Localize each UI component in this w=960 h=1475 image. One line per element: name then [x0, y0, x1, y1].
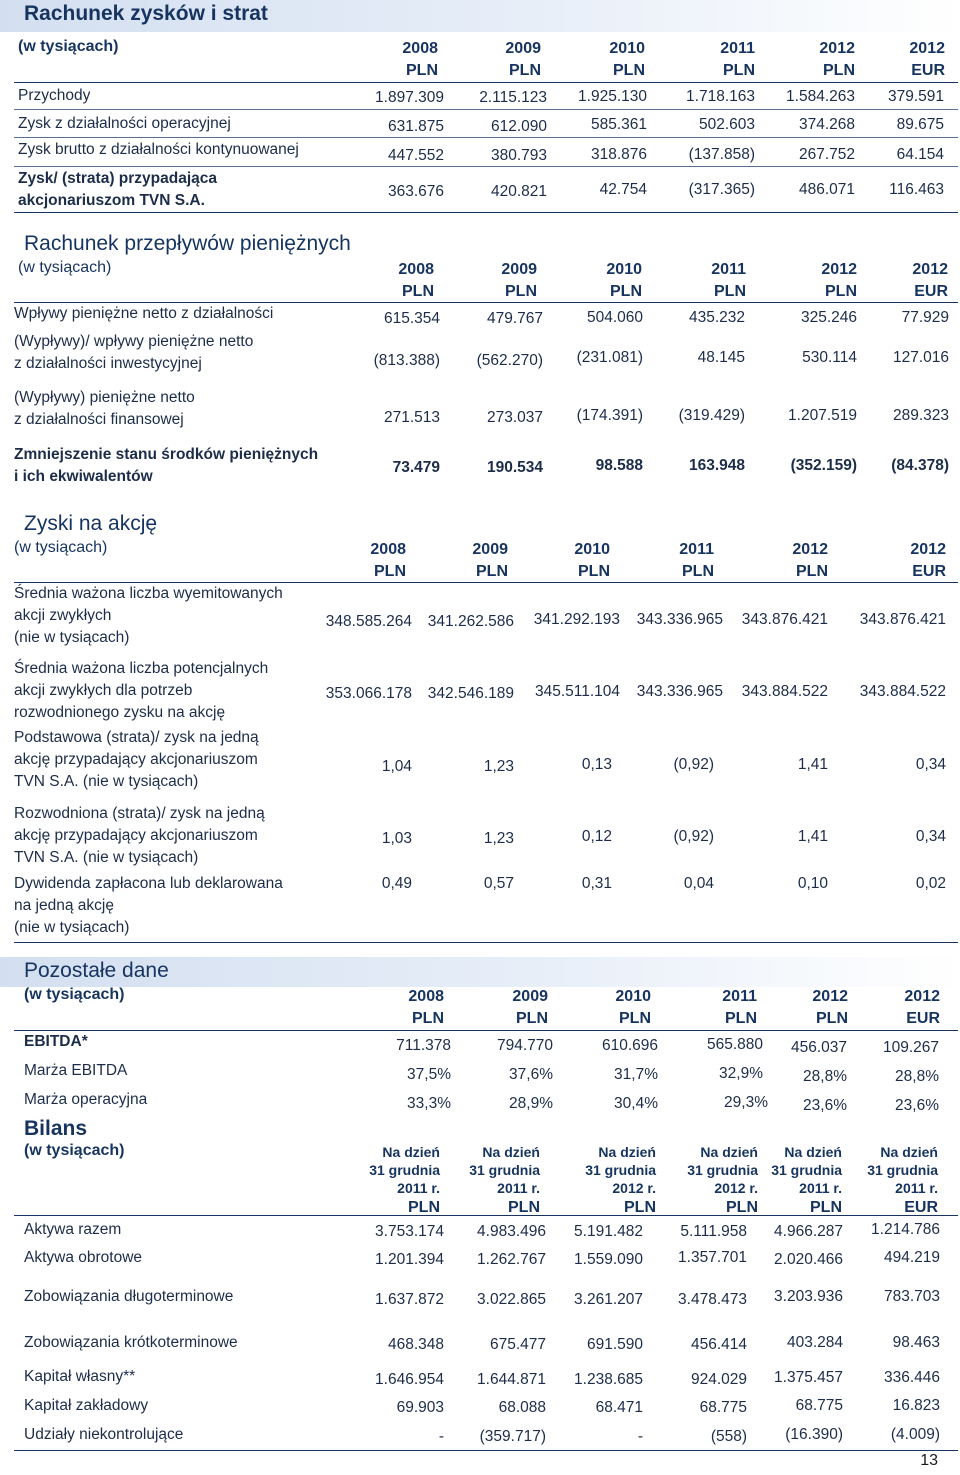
column-header: 2008 PLN — [398, 261, 434, 300]
value-cell: 342.546.189 — [427, 685, 514, 702]
section-title: Rachunek zysków i strat — [24, 2, 268, 25]
value-cell: 3.261.207 — [574, 1291, 643, 1308]
value-cell: 267.752 — [798, 146, 855, 163]
value-cell: 2.020.466 — [774, 1251, 843, 1268]
value-cell: 343.884.522 — [859, 683, 946, 700]
value-cell: 1.584.263 — [786, 88, 855, 105]
value-cell: 28,8% — [803, 1068, 847, 1085]
value-cell: 615.354 — [383, 310, 440, 327]
row-label: Kapitał zakładowy — [24, 1397, 149, 1414]
value-cell: (174.391) — [576, 407, 643, 424]
value-cell: 0,34 — [915, 828, 946, 845]
value-cell: 343.336.965 — [636, 683, 723, 700]
value-cell: (137.858) — [688, 146, 755, 163]
value-cell: 3.753.174 — [375, 1223, 444, 1240]
value-cell: 98.588 — [595, 457, 643, 474]
value-cell: 1.644.871 — [477, 1371, 546, 1388]
value-cell: 380.793 — [490, 147, 547, 164]
column-header: 2009 PLN — [472, 541, 508, 580]
value-cell: 456.414 — [690, 1336, 747, 1353]
header-rule — [14, 1215, 958, 1216]
column-header: 2012 PLN — [821, 261, 857, 300]
value-cell: 4.983.496 — [477, 1223, 546, 1240]
column-header: Na dzień 31 grudnia 2011 r. PLN — [469, 1144, 540, 1216]
value-cell: 37,6% — [509, 1066, 553, 1083]
value-cell: (352.159) — [790, 457, 857, 474]
column-header: 2012 PLN — [792, 541, 828, 580]
value-cell: 68.775 — [699, 1399, 747, 1416]
row-label: Wpływy pieniężne netto z działalności — [14, 305, 274, 322]
column-header: 2010 PLN — [609, 40, 645, 79]
value-cell: 486.071 — [798, 181, 855, 198]
value-cell: 0,49 — [381, 875, 412, 892]
value-cell: 1.897.309 — [375, 89, 444, 106]
column-header: 2012 EUR — [910, 541, 946, 580]
column-header: 2011 PLN — [722, 988, 757, 1027]
row-label: (Wypływy) pieniężne netto z działalności finansowej — [14, 389, 195, 428]
row-label: Podstawowa (strata)/ zysk na jedną akcję przypadający akcjonariuszom TVN S.A. (nie w tysiącach) — [14, 729, 259, 790]
value-cell: 0,10 — [797, 875, 828, 892]
value-cell: 336.446 — [883, 1369, 940, 1386]
value-cell: 3.022.865 — [477, 1291, 546, 1308]
value-cell: (0,92) — [673, 756, 714, 773]
row-label: Zysk brutto z działalności kontynuowanej — [18, 141, 299, 158]
value-cell: 1.559.090 — [574, 1251, 643, 1268]
section-rule — [14, 212, 958, 213]
column-header: Na dzień 31 grudnia 2011 r. PLN — [369, 1144, 440, 1216]
column-header: 2011 PLN — [679, 541, 714, 580]
value-cell: 1.214.786 — [871, 1221, 940, 1238]
value-cell: (813.388) — [373, 352, 440, 369]
page-number: 13 — [920, 1452, 938, 1469]
value-cell: 1,04 — [381, 758, 412, 775]
row-label: Zobowiązania długoterminowe — [24, 1288, 234, 1305]
value-cell: - — [637, 1428, 643, 1445]
column-header: 2011 PLN — [720, 40, 755, 79]
value-cell: 163.948 — [688, 457, 745, 474]
value-cell: 341.292.193 — [533, 611, 620, 628]
column-header: 2012 EUR — [904, 988, 940, 1027]
value-cell: 0,04 — [683, 875, 714, 892]
value-cell: 1.646.954 — [375, 1371, 444, 1388]
value-cell: 273.037 — [486, 409, 543, 426]
row-label: Zobowiązania krótkoterminowe — [24, 1334, 238, 1351]
value-cell: 783.703 — [883, 1288, 940, 1305]
row-label: Średnia ważona liczba wyemitowanych akcji zwykłych (nie w tysiącach) — [14, 585, 283, 646]
row-label: Zysk/ (strata) przypadająca akcjonariuszom TVN S.A. — [18, 170, 218, 209]
column-header: Na dzień 31 grudnia 2012 r. PLN — [687, 1144, 758, 1216]
section-title: Zyski na akcję — [24, 512, 158, 535]
section-title: Pozostałe dane — [24, 959, 169, 982]
value-cell: 5.191.482 — [574, 1223, 643, 1240]
column-header: 2010 PLN — [615, 988, 651, 1027]
value-cell: 343.336.965 — [636, 611, 723, 628]
units-caption: (w tysiącach) — [14, 539, 108, 556]
value-cell: 68.088 — [498, 1399, 546, 1416]
value-cell: 610.696 — [601, 1037, 658, 1054]
value-cell: 127.016 — [892, 349, 949, 366]
value-cell: (4.009) — [890, 1426, 940, 1443]
value-cell: - — [438, 1428, 444, 1445]
row-label: Marża operacyjna — [24, 1091, 148, 1108]
units-caption: (w tysiącach) — [18, 38, 119, 55]
value-cell: 1.925.130 — [578, 88, 647, 105]
column-header: 2010 PLN — [606, 261, 642, 300]
value-cell: 0,12 — [581, 828, 612, 845]
value-cell: 2.115.123 — [479, 89, 547, 106]
value-cell: 494.219 — [883, 1249, 940, 1266]
value-cell: 64.154 — [896, 146, 944, 163]
value-cell: 0,31 — [581, 875, 612, 892]
row-label: Marża EBITDA — [24, 1062, 128, 1079]
value-cell: 565.880 — [706, 1036, 763, 1053]
value-cell: 456.037 — [790, 1039, 847, 1056]
value-cell: 374.268 — [798, 116, 855, 133]
value-cell: 711.378 — [396, 1037, 451, 1054]
value-cell: 1.207.519 — [788, 407, 857, 424]
row-rule — [14, 109, 958, 110]
row-label: Aktywa razem — [24, 1221, 122, 1238]
row-label: EBITDA* — [24, 1033, 88, 1050]
column-header: 2012 PLN — [812, 988, 848, 1027]
row-label: Średnia ważona liczba potencjalnych akcji zwykłych dla potrzeb rozwodnionego zysku na akcję — [14, 660, 269, 721]
column-header: 2011 PLN — [711, 261, 746, 300]
value-cell: 1.262.767 — [477, 1251, 546, 1268]
value-cell: 4.966.287 — [774, 1223, 843, 1240]
value-cell: 77.929 — [901, 309, 949, 326]
value-cell: 1,41 — [797, 828, 828, 845]
value-cell: 31,7% — [614, 1066, 658, 1083]
row-label: Dywidenda zapłacona lub deklarowana na jedną akcję (nie w tysiącach) — [14, 875, 283, 936]
value-cell: 530.114 — [802, 349, 857, 366]
value-cell: 343.876.421 — [741, 611, 828, 628]
value-cell: 691.590 — [586, 1336, 643, 1353]
row-rule — [14, 166, 958, 167]
value-cell: (319.429) — [678, 407, 745, 424]
value-cell: 447.552 — [387, 147, 444, 164]
value-cell: 48.145 — [697, 349, 745, 366]
row-label: Rozwodniona (strata)/ zysk na jedną akcję przypadający akcjonariuszom TVN S.A. (nie w tysiącach) — [14, 805, 265, 866]
value-cell: (84.378) — [891, 457, 949, 474]
column-header: 2009 PLN — [501, 261, 537, 300]
value-cell: 37,5% — [407, 1066, 451, 1083]
value-cell: 502.603 — [698, 116, 755, 133]
value-cell: 28,9% — [509, 1095, 553, 1112]
value-cell: 33,3% — [407, 1095, 451, 1112]
column-header: 2008 PLN — [402, 40, 438, 79]
value-cell: 89.675 — [896, 116, 944, 133]
column-header: 2008 PLN — [370, 541, 406, 580]
row-label: (Wypływy)/ wpływy pieniężne netto z działalności inwestycyjnej — [14, 333, 254, 372]
header-rule — [14, 1030, 958, 1031]
value-cell: 0,13 — [581, 756, 612, 773]
value-cell: 435.232 — [688, 309, 745, 326]
value-cell: 0,34 — [915, 756, 946, 773]
value-cell: 379.591 — [887, 88, 944, 105]
units-caption: (w tysiącach) — [24, 986, 125, 1003]
section-rule — [14, 942, 958, 943]
value-cell: (359.717) — [479, 1428, 546, 1445]
row-label: Kapitał własny** — [24, 1368, 136, 1385]
value-cell: 68.471 — [595, 1399, 643, 1416]
value-cell: 612.090 — [490, 118, 547, 135]
value-cell: 5.111.958 — [680, 1223, 747, 1240]
value-cell: (558) — [710, 1428, 747, 1445]
value-cell: 190.534 — [486, 459, 543, 476]
column-header: Na dzień 31 grudnia 2011 r. EUR — [867, 1144, 938, 1216]
row-label: Zysk z działalności operacyjnej — [18, 115, 231, 132]
column-header: 2012 EUR — [909, 40, 945, 79]
value-cell: 16.823 — [892, 1397, 940, 1414]
value-cell: 1.718.163 — [686, 88, 755, 105]
value-cell: 68.775 — [795, 1397, 843, 1414]
value-cell: (231.081) — [576, 349, 643, 366]
value-cell: 29,3% — [724, 1094, 768, 1111]
value-cell: 98.463 — [892, 1334, 940, 1351]
units-caption: (w tysiącach) — [24, 1142, 125, 1159]
value-cell: 69.903 — [396, 1399, 444, 1416]
value-cell: 468.348 — [387, 1336, 444, 1353]
value-cell: (562.270) — [476, 352, 543, 369]
value-cell: 1,03 — [381, 830, 412, 847]
value-cell: 289.323 — [892, 407, 949, 424]
column-header: 2010 PLN — [574, 541, 610, 580]
value-cell: 23,6% — [803, 1097, 847, 1114]
row-label: Przychody — [18, 87, 91, 104]
value-cell: 116.463 — [889, 181, 944, 198]
value-cell: (16.390) — [785, 1426, 843, 1443]
value-cell: 3.203.936 — [774, 1288, 843, 1305]
row-label: Udziały niekontrolujące — [24, 1426, 184, 1443]
value-cell: 631.875 — [387, 118, 444, 135]
column-header: 2012 EUR — [912, 261, 948, 300]
value-cell: 1,41 — [797, 756, 828, 773]
value-cell: 23,6% — [895, 1097, 939, 1114]
column-header: 2009 PLN — [512, 988, 548, 1027]
value-cell: 403.284 — [786, 1334, 843, 1351]
column-header: 2008 PLN — [408, 988, 444, 1027]
value-cell: 343.876.421 — [859, 611, 946, 628]
value-cell: 32,9% — [719, 1065, 763, 1082]
row-rule — [14, 137, 958, 138]
value-cell: 675.477 — [489, 1336, 546, 1353]
value-cell: 318.876 — [590, 146, 647, 163]
value-cell: 1.357.701 — [678, 1249, 747, 1266]
value-cell: 1.375.457 — [774, 1369, 843, 1386]
value-cell: 504.060 — [586, 309, 643, 326]
column-header: 2012 PLN — [819, 40, 855, 79]
row-label: Zmniejszenie stanu środków pieniężnych i ich ekwiwalentów — [14, 446, 319, 485]
value-cell: 0,02 — [915, 875, 946, 892]
section-rule — [14, 1450, 958, 1451]
column-header: Na dzień 31 grudnia 2011 r. PLN — [771, 1144, 842, 1216]
row-label: Aktywa obrotowe — [24, 1249, 143, 1266]
value-cell: 353.066.178 — [325, 685, 412, 702]
value-cell: 1,23 — [483, 758, 514, 775]
section-title: Bilans — [24, 1117, 88, 1140]
value-cell: 3.478.473 — [678, 1291, 747, 1308]
value-cell: 1,23 — [483, 830, 514, 847]
units-caption: (w tysiącach) — [18, 259, 112, 276]
value-cell: 28,8% — [895, 1068, 939, 1085]
value-cell: 420.821 — [490, 183, 547, 200]
header-rule — [14, 82, 958, 83]
value-cell: 271.513 — [383, 409, 440, 426]
value-cell: 341.262.586 — [427, 613, 514, 630]
value-cell: 794.770 — [496, 1037, 553, 1054]
value-cell: 1.201.394 — [375, 1251, 444, 1268]
value-cell: 924.029 — [690, 1371, 747, 1388]
value-cell: 73.479 — [392, 459, 440, 476]
value-cell: 109.267 — [882, 1039, 939, 1056]
value-cell: 348.585.264 — [325, 613, 412, 630]
value-cell: 585.361 — [590, 116, 647, 133]
value-cell: 0,57 — [483, 875, 514, 892]
value-cell: 325.246 — [800, 309, 857, 326]
column-header: 2009 PLN — [505, 40, 541, 79]
section-title: Rachunek przepływów pieniężnych — [24, 232, 351, 255]
value-cell: 30,4% — [614, 1095, 658, 1112]
value-cell: (317.365) — [688, 181, 755, 198]
column-header: Na dzień 31 grudnia 2012 r. PLN — [585, 1144, 656, 1216]
value-cell: 1.238.685 — [574, 1371, 643, 1388]
value-cell: 479.767 — [486, 310, 543, 327]
value-cell: 42.754 — [599, 181, 647, 198]
value-cell: 363.676 — [387, 183, 444, 200]
value-cell: 1.637.872 — [375, 1291, 444, 1308]
value-cell: (0,92) — [673, 828, 714, 845]
value-cell: 345.511.104 — [534, 683, 620, 700]
value-cell: 343.884.522 — [741, 683, 828, 700]
